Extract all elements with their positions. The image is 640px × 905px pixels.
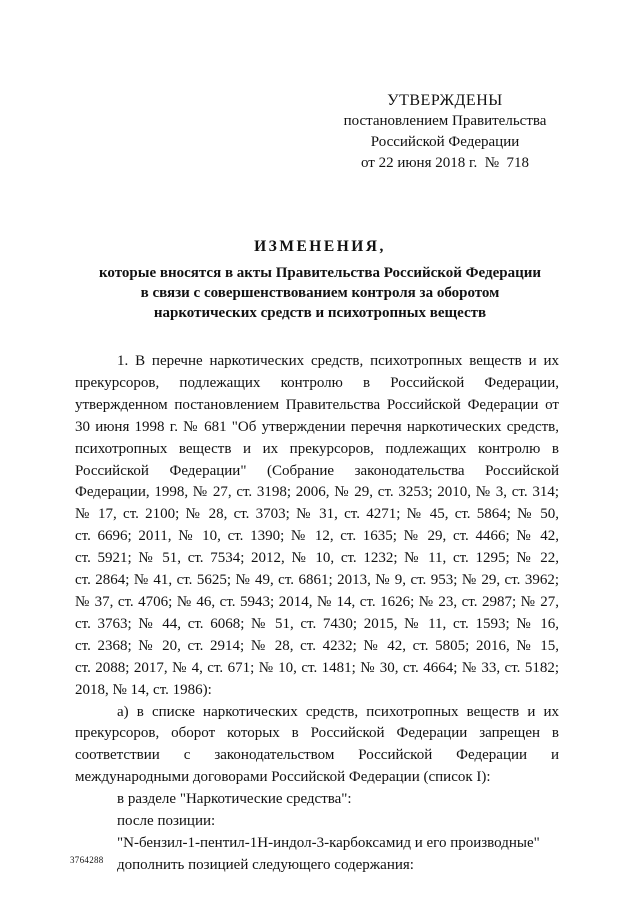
section-line: в разделе "Наркотические средства":	[117, 791, 352, 808]
subtitle-line: наркотических средств и психотропных веществ	[153, 305, 487, 321]
text-line: ст. 3763; № 44, ст. 6068; № 51, ст. 7430; 2015, № 11, ст. 1593; № 16,	[75, 615, 559, 632]
text-line: Российской Федерации" (Собрание законодательства Российской	[75, 462, 559, 479]
text-line: № 37, ст. 4706; № 46, ст. 5943; 2014, № 14, ст. 1626; № 23, ст. 2987; № 27,	[75, 593, 559, 610]
after-position-line: после позиции:	[117, 813, 216, 830]
text-line: ст. 2368; № 20, ст. 2914; № 28, ст. 4232; № 42, ст. 5805; 2016, № 15,	[75, 637, 559, 654]
text-line: соответствии с законодательством Российской Федерации и	[75, 747, 559, 764]
paragraph-a	[75, 702, 559, 790]
text-line: утвержденном постановлением Правительства Российской Федерации от	[75, 396, 559, 413]
text-line: прекурсоров, оборот которых в Российской Федерации запрещен в	[75, 725, 559, 742]
subtitle-line: которые вносятся в акты Правительства Российской Федерации	[98, 265, 542, 281]
approval-date: от 22 июня 2018 г. № 718	[360, 155, 530, 171]
approval-line-2: Российской Федерации	[370, 134, 520, 150]
text-line: 2018, № 14, ст. 1986):	[75, 681, 212, 698]
text-line: ст. 2088; 2017, № 4, ст. 671; № 10, ст. 1481; № 30, ст. 4664; № 33, ст. 5182;	[75, 659, 559, 676]
add-position-line: дополнить позицией следующего содержания:	[117, 856, 414, 873]
text-line: прекурсоров, подлежащих контролю в Российской Федерации,	[75, 374, 559, 391]
text-line: ст. 2864; № 41, ст. 5625; № 49, ст. 6861; 2013, № 9, ст. 953; № 29, ст. 3962;	[75, 572, 559, 589]
text-line: международными договорами Российской Федерации (список I):	[75, 769, 491, 786]
approval-stamp	[340, 90, 550, 174]
position-quote: "N-бензил-1-пентил-1Н-индол-3-карбоксамид и его производные"	[117, 834, 540, 851]
subtitle-line: в связи с совершенствованием контроля за оборотом	[140, 285, 500, 301]
document-subtitle	[60, 263, 580, 323]
text-line: ст. 6696; 2011, № 10, ст. 1390; № 12, ст. 1635; № 29, ст. 4466; № 42,	[75, 528, 559, 545]
approval-heading: УТВЕРЖДЕНЫ	[387, 92, 503, 109]
text-line: Федерации, 1998, № 27, ст. 3198; 2006, № 29, ст. 3253; 2010, № 3, ст. 314;	[75, 484, 559, 501]
document-body	[75, 351, 559, 877]
text-line: 30 июня 1998 г. № 681 "Об утверждении перечня наркотических средств,	[75, 418, 559, 435]
text-line: № 17, ст. 2100; № 28, ст. 3703; № 31, ст. 4271; № 45, ст. 5864; № 50,	[75, 506, 559, 523]
approval-line-1: постановлением Правительства	[343, 113, 547, 129]
text-line: ст. 5921; № 51, ст. 7534; 2012, № 10, ст. 1232; № 11, ст. 1295; № 22,	[75, 550, 559, 567]
text-line: психотропных веществ и их прекурсоров, подлежащих контролю в	[75, 440, 559, 457]
document-title: ИЗМЕНЕНИЯ,	[254, 238, 386, 255]
paragraph-1	[75, 351, 559, 702]
text-line: 1. В перечне наркотических средств, психотропных веществ и их	[117, 353, 559, 369]
document-code: 3764288	[70, 855, 104, 865]
text-line: а) в списке наркотических средств, психотропных веществ и их	[117, 703, 559, 720]
